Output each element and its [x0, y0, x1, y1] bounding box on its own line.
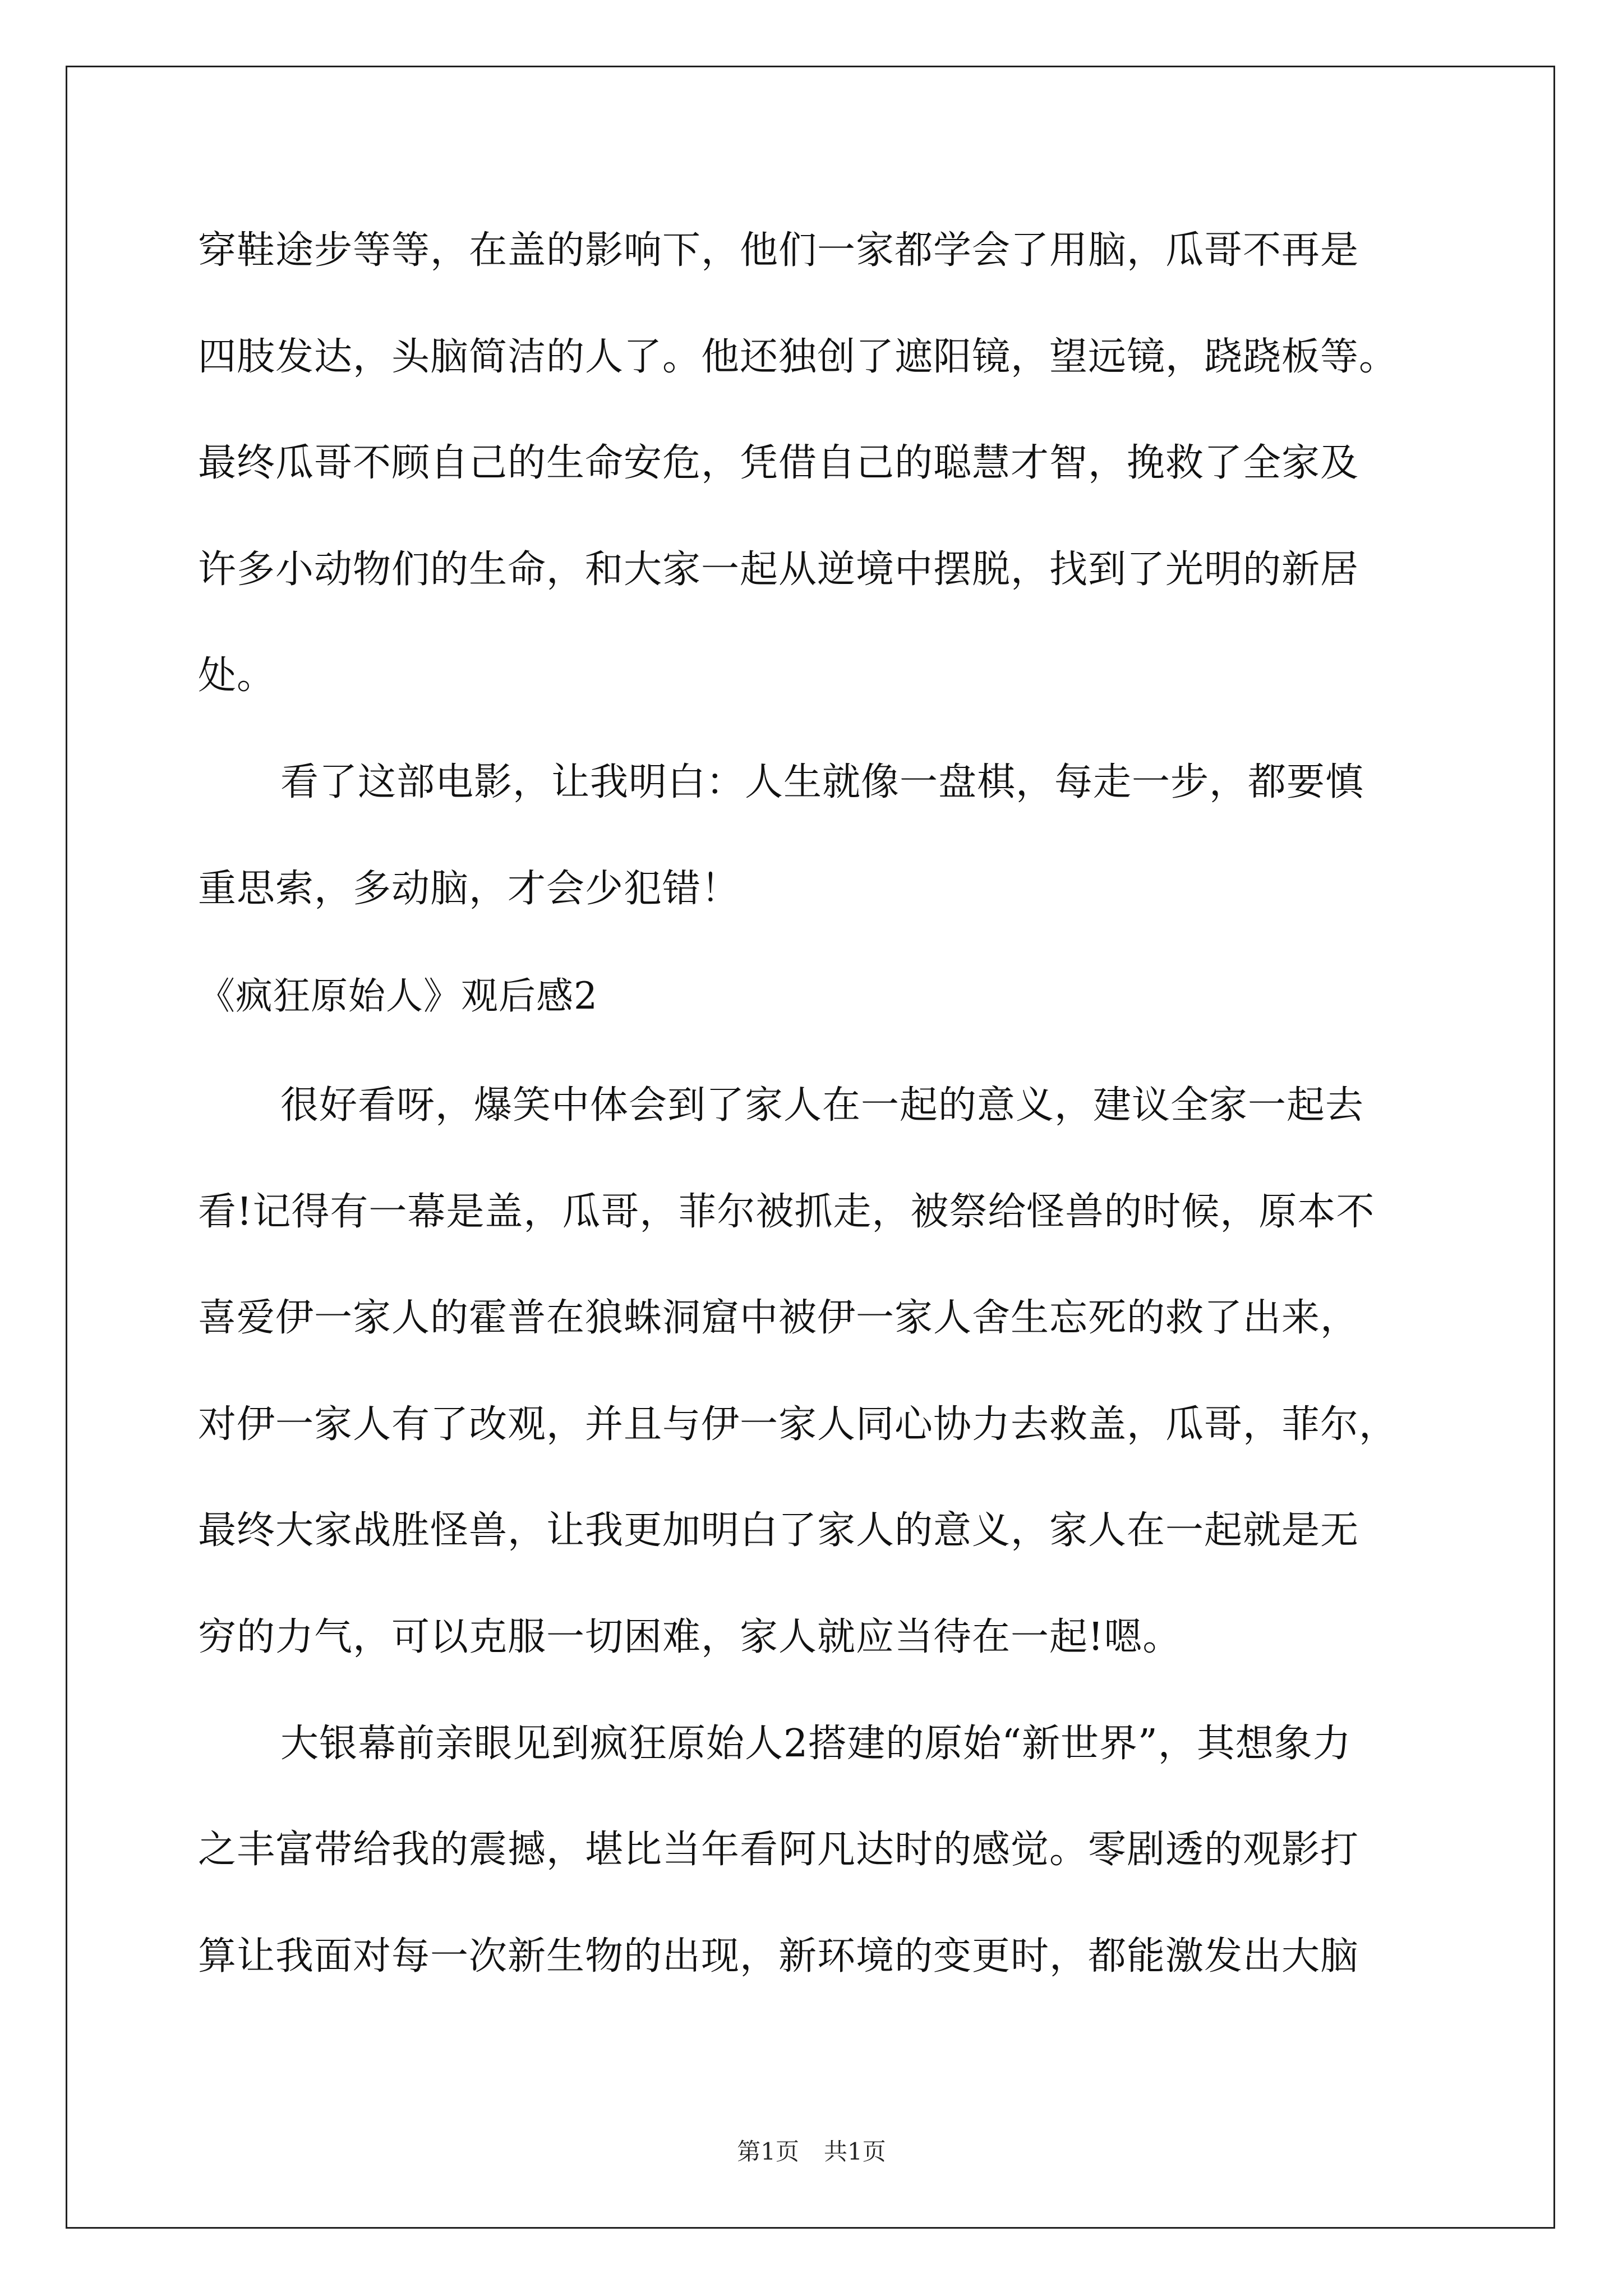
paragraph-first-line: 很好看呀，爆笑中体会到了家人在一起的意义，建议全家一起去 [280, 1083, 1364, 1128]
paragraph-first-line: 看了这部电影，让我明白：人生就像一盘棋，每走一步，都要慎 [280, 760, 1364, 804]
page-footer [0, 2140, 1623, 2164]
text-line: 算让我面对每一次新生物的出现，新环境的变更时，都能激发出大脑 [198, 1934, 1359, 1978]
page-number: 第1页 [737, 2138, 799, 2165]
text-line: 四肢发达，头脑简洁的人了。他还独创了遮阳镜，望远镜，跷跷板等。 [198, 335, 1398, 379]
text-line: 看!记得有一幕是盖，瓜哥，菲尔被抓走，被祭给怪兽的时候，原本不 [198, 1190, 1375, 1234]
text-line: 处。 [198, 654, 276, 698]
text-line: 穿鞋途步等等，在盖的影响下，他们一家都学会了用脑，瓜哥不再是 [198, 228, 1359, 273]
paragraph-first-line: 大银幕前亲眼见到疯狂原始人2搭建的原始“新世界”，其想象力 [280, 1722, 1352, 1766]
section-heading: 《疯狂原始人》观后感2 [198, 974, 598, 1018]
text-line: 喜爱伊一家人的霍普在狼蛛洞窟中被伊一家人舍生忘死的救了出来， [198, 1296, 1359, 1340]
text-line: 对伊一家人有了改观，并且与伊一家人同心协力去救盖，瓜哥，菲尔， [198, 1402, 1398, 1447]
text-line: 之丰富带给我的震撼，堪比当年看阿凡达时的感觉。零剧透的观影打 [198, 1828, 1359, 1872]
text-line: 穷的力气，可以克服一切困难，家人就应当待在一起!嗯。 [198, 1615, 1182, 1659]
text-line: 最终大家战胜怪兽，让我更加明白了家人的意义，家人在一起就是无 [198, 1508, 1359, 1553]
text-line: 许多小动物们的生命，和大家一起从逆境中摆脱，找到了光明的新居 [198, 547, 1359, 592]
text-line: 最终瓜哥不顾自己的生命安危，凭借自己的聪慧才智，挽救了全家及 [198, 441, 1359, 485]
text-line: 重思索，多动脑，才会少犯错！ [198, 867, 740, 911]
page-total: 共1页 [824, 2138, 886, 2165]
page-border [66, 66, 1555, 2229]
